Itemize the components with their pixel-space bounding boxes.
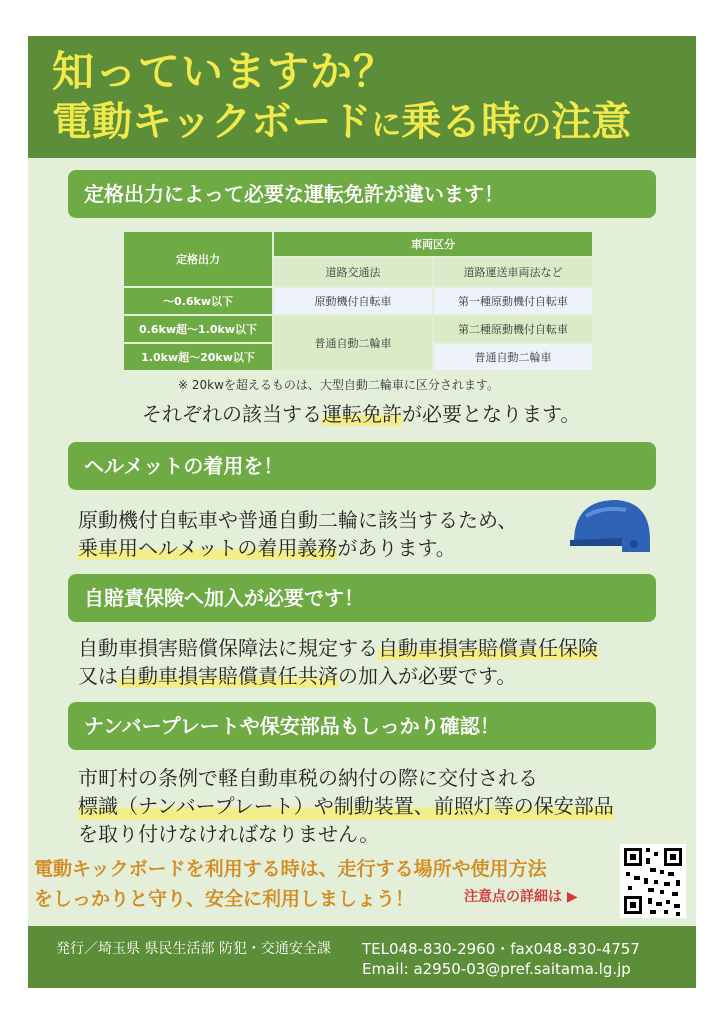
insurance-or: 又は [78, 664, 118, 688]
footer-phone-fax: TEL048-830-2960・fax048-830-4757 [362, 940, 640, 958]
plate-text-line1: 市町村の条例で軽自動車税の納付の際に交付される [78, 766, 538, 790]
table-cell-transport: 普通自動二輪車 [434, 344, 592, 370]
header-particle-ni: に [371, 108, 402, 143]
table-cell-transport: 第二種原動機付自転車 [434, 316, 592, 342]
helmet-text [78, 506, 517, 562]
qr-code[interactable] [620, 844, 686, 918]
section3-banner: 自賠責保険へ加入が必要です！ [68, 574, 656, 622]
table-header-road-traffic-law: 道路交通法 [274, 258, 432, 286]
section4-banner: ナンバープレートや保安部品もしっかり確認！ [68, 702, 656, 750]
license-table [122, 230, 594, 372]
section2-banner: ヘルメットの着用を！ [68, 442, 656, 490]
license-text-a: それぞれの該当する [142, 402, 322, 426]
insurance-text [78, 634, 598, 690]
insurance-text-line2 [78, 662, 598, 690]
table-cell-power: 1.0kw超〜20kw以下 [124, 344, 272, 370]
plate-text-line3: を取り付けなければなりません。 [78, 822, 380, 846]
table-cell-power: 〜0.6kw以下 [124, 288, 272, 314]
table-header-vehicle-class: 車両区分 [274, 232, 592, 256]
cta-line1: 電動キックボードを利用する時は、走行する場所や使用方法 [34, 858, 547, 880]
header-title-line2 [52, 98, 631, 150]
header-particle-no: の [521, 108, 552, 143]
helmet-text-line1: 原動機付自転車や普通自動二輪に該当するため、 [78, 508, 518, 532]
table-header-rated-output: 定格出力 [124, 232, 272, 286]
insurance-text-line1 [78, 634, 598, 662]
header-caution: 注意 [551, 99, 632, 145]
table-note: ※ 20kwを超えるものは、大型自動二輪車に区分されます。 [178, 378, 499, 392]
plate-text-line2: 標識（ナンバープレート）や制動装置、前照灯等の保安部品 [78, 794, 614, 818]
header-title-line1: 知っていますか？ [52, 47, 397, 96]
helmet-obligation: 乗車用ヘルメットの着用義務 [78, 536, 338, 560]
table-cell-power: 0.6kw超〜1.0kw以下 [124, 316, 272, 342]
insurance-liability: 自動車損害賠償責任保険 [378, 636, 598, 660]
plate-text [78, 764, 614, 848]
table-cell-transport: 第一種原動機付自転車 [434, 288, 592, 314]
footer [28, 926, 696, 988]
insurance-mutual: 自動車損害賠償責任共済 [118, 664, 338, 688]
footer-email[interactable]: Email: a2950-03@pref.saitama.lg.jp [362, 960, 631, 978]
footer-issuer: 発行／埼玉県 県民生活部 防犯・交通安全課 [56, 941, 331, 957]
helmet-icon [564, 494, 656, 562]
license-text-c: が必要となります。 [402, 402, 581, 426]
poster [28, 36, 696, 988]
insurance-law: 自動車損害賠償保障法に規定する [78, 636, 378, 660]
header-kickboard: 電動キックボード [52, 99, 372, 145]
insurance-required: の加入が必要です。 [338, 664, 517, 688]
cta-line2: をしっかりと守り、安全に利用しましょう！ [34, 888, 415, 910]
table-cell-traffic: 普通自動二輪車 [274, 316, 432, 370]
helmet-text-line2 [78, 534, 517, 562]
header-ride-time: 乗る時 [401, 99, 522, 145]
section1-banner: 定格出力によって必要な運転免許が違います！ [68, 170, 656, 218]
table-header-road-transport-law: 道路運送車両法など [434, 258, 592, 286]
table-cell-traffic: 原動機付自転車 [274, 288, 432, 314]
header [28, 36, 696, 158]
license-required-text [142, 398, 580, 427]
helmet-text-end: があります。 [337, 536, 456, 560]
details-link[interactable]: 注意点の詳細は ▶ [464, 889, 578, 905]
license-text-highlight: 運転免許 [322, 402, 402, 426]
